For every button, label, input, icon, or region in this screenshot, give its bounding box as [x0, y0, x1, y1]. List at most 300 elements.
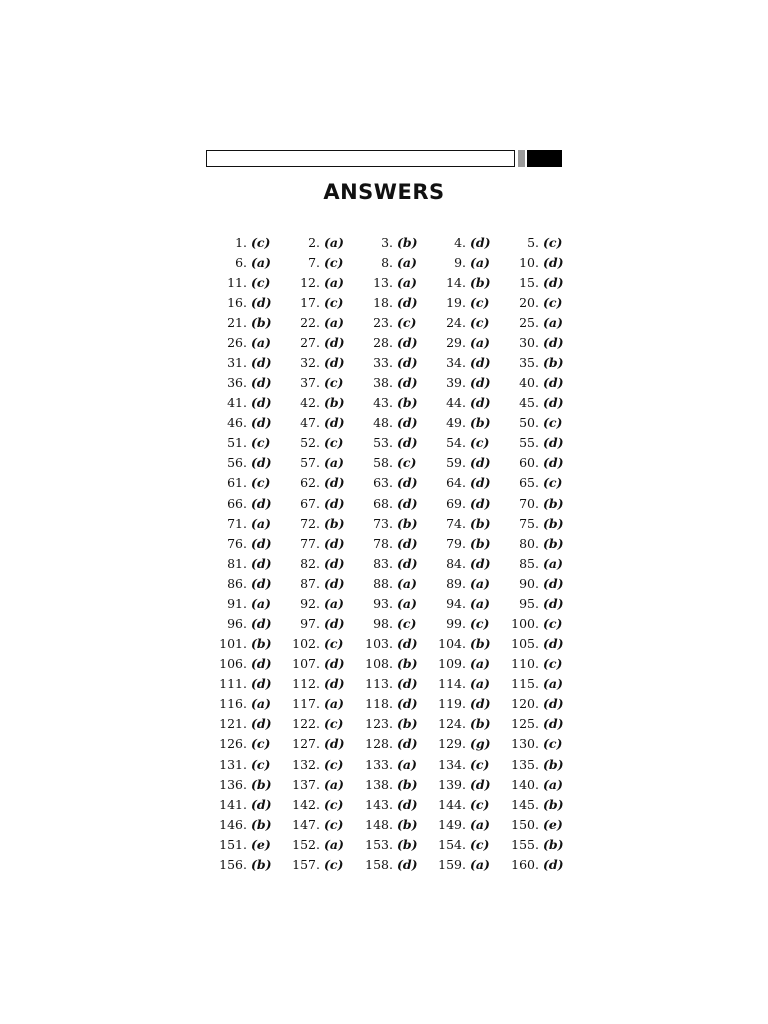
- answer-item: [506, 814, 576, 834]
- answer-number: 135.: [511, 756, 539, 772]
- answer-item: [360, 232, 430, 252]
- answer-choice: (d): [397, 535, 418, 551]
- answer-choice: (b): [397, 395, 418, 411]
- answer-choice: (c): [324, 375, 344, 391]
- answer-number: 20.: [519, 294, 539, 310]
- answer-item: [433, 533, 503, 553]
- header-black-block: [527, 150, 562, 167]
- answer-number: 84.: [446, 555, 466, 571]
- answer-item: [287, 573, 357, 593]
- page-title: ANSWERS: [323, 180, 445, 204]
- answer-choice: (a): [470, 334, 490, 350]
- answer-item: [433, 292, 503, 312]
- answer-number: 29.: [446, 334, 466, 350]
- answer-item: [214, 312, 284, 332]
- answer-number: 10.: [519, 254, 539, 270]
- answer-number: 67.: [300, 495, 320, 511]
- answer-number: 151.: [219, 836, 247, 852]
- answer-item: [287, 533, 357, 553]
- answer-choice: (d): [397, 334, 418, 350]
- answer-number: 85.: [519, 555, 539, 571]
- answer-number: 12.: [300, 274, 320, 290]
- answer-item: [287, 292, 357, 312]
- answer-number: 114.: [438, 676, 466, 692]
- answer-choice: (d): [324, 656, 345, 672]
- answer-number: 69.: [446, 495, 466, 511]
- answer-choice: (a): [397, 575, 417, 591]
- answer-number: 124.: [438, 716, 466, 732]
- answer-choice: (b): [543, 756, 564, 772]
- answer-number: 139.: [438, 776, 466, 792]
- answer-choice: (a): [470, 575, 490, 591]
- answer-choice: (d): [470, 455, 491, 471]
- answer-number: 104.: [438, 636, 466, 652]
- answer-number: 56.: [227, 455, 247, 471]
- answer-item: [214, 774, 284, 794]
- answer-number: 41.: [227, 395, 247, 411]
- answer-number: 129.: [438, 736, 466, 752]
- answer-number: 76.: [227, 535, 247, 551]
- answer-item: [360, 292, 430, 312]
- answer-choice: (a): [251, 254, 271, 270]
- answer-item: [287, 553, 357, 573]
- answer-choice: (d): [397, 736, 418, 752]
- answer-number: 131.: [219, 756, 247, 772]
- answer-number: 35.: [519, 355, 539, 370]
- answer-choice: (a): [470, 656, 490, 672]
- answer-item: [287, 654, 357, 674]
- answer-choice: (c): [324, 636, 344, 652]
- answer-number: 115.: [511, 676, 539, 692]
- answer-item: [506, 232, 576, 252]
- answer-item: [360, 433, 430, 453]
- answer-choice: (e): [251, 836, 271, 852]
- answer-item: [360, 814, 430, 834]
- answer-choice: (c): [543, 736, 563, 752]
- answer-choice: (b): [397, 816, 418, 832]
- answer-number: 42.: [300, 395, 320, 411]
- answer-choice: (c): [543, 475, 563, 491]
- answer-choice: (d): [251, 455, 272, 471]
- answer-item: [214, 533, 284, 553]
- answer-number: 60.: [519, 455, 539, 471]
- answer-item: [214, 734, 284, 754]
- answer-number: 155.: [511, 836, 539, 852]
- answer-choice: (b): [251, 816, 272, 832]
- answer-number: 1.: [235, 234, 247, 250]
- answer-number: 45.: [519, 395, 539, 411]
- answer-number: 156.: [219, 856, 247, 872]
- answer-choice: (c): [543, 656, 563, 672]
- answer-choice: (a): [324, 776, 344, 792]
- answer-item: [360, 774, 430, 794]
- answer-number: 138.: [365, 776, 393, 792]
- answer-number: 108.: [365, 656, 393, 672]
- answer-choice: (a): [470, 595, 490, 611]
- answer-item: [433, 332, 503, 352]
- answer-item: [433, 714, 503, 734]
- answer-item: [360, 734, 430, 754]
- answer-item: [214, 754, 284, 774]
- answer-number: 137.: [292, 776, 320, 792]
- answer-item: [287, 814, 357, 834]
- answer-choice: (a): [324, 314, 344, 330]
- answer-item: [433, 513, 503, 533]
- answer-number: 4.: [454, 234, 466, 250]
- answer-number: 64.: [446, 475, 466, 491]
- answer-choice: (g): [470, 736, 491, 752]
- answer-item: [360, 533, 430, 553]
- answer-item: [214, 714, 284, 734]
- answer-item: [433, 373, 503, 393]
- answer-choice: (a): [324, 696, 344, 712]
- answer-item: [506, 634, 576, 654]
- answer-choice: (d): [543, 455, 564, 471]
- answer-item: [506, 694, 576, 714]
- answer-choice: (b): [470, 716, 491, 732]
- answer-number: 158.: [365, 856, 393, 872]
- answer-item: [287, 252, 357, 272]
- answer-number: 34.: [446, 355, 466, 370]
- answer-choice: (c): [470, 314, 490, 330]
- answer-item: [506, 674, 576, 694]
- answer-choice: (c): [324, 796, 344, 812]
- answer-number: 46.: [227, 415, 247, 431]
- answer-number: 47.: [300, 415, 320, 431]
- answer-item: [433, 854, 503, 874]
- answer-choice: (a): [251, 515, 271, 531]
- answer-number: 120.: [511, 696, 539, 712]
- answer-number: 71.: [227, 515, 247, 531]
- answer-number: 105.: [511, 636, 539, 652]
- answer-item: [214, 292, 284, 312]
- answer-number: 91.: [227, 595, 247, 611]
- answer-choice: (d): [543, 595, 564, 611]
- answer-item: [360, 754, 430, 774]
- answer-item: [360, 352, 430, 372]
- answer-number: 3.: [381, 234, 393, 250]
- answer-number: 112.: [292, 676, 320, 692]
- answer-number: 39.: [446, 375, 466, 391]
- answer-number: 142.: [292, 796, 320, 812]
- answer-item: [360, 393, 430, 413]
- answer-choice: (d): [251, 355, 272, 370]
- answer-number: 54.: [446, 435, 466, 451]
- answer-item: [506, 774, 576, 794]
- answer-item: [506, 453, 576, 473]
- answer-item: [214, 393, 284, 413]
- answer-choice: (a): [397, 595, 417, 611]
- answer-choice: (d): [470, 696, 491, 712]
- answer-choice: (a): [397, 254, 417, 270]
- answer-item: [214, 573, 284, 593]
- answer-item: [287, 493, 357, 513]
- answer-number: 62.: [300, 475, 320, 491]
- answer-number: 52.: [300, 435, 320, 451]
- answer-item: [214, 252, 284, 272]
- answer-number: 78.: [373, 535, 393, 551]
- answer-choice: (d): [324, 555, 345, 571]
- answer-number: 17.: [300, 294, 320, 310]
- answer-item: [433, 754, 503, 774]
- answer-choice: (d): [397, 555, 418, 571]
- answer-number: 19.: [446, 294, 466, 310]
- answer-number: 38.: [373, 375, 393, 391]
- answer-choice: (b): [397, 836, 418, 852]
- answer-choice: (c): [470, 616, 490, 632]
- answer-number: 121.: [219, 716, 247, 732]
- answer-number: 6.: [235, 254, 247, 270]
- answer-item: [433, 252, 503, 272]
- answer-choice: (c): [543, 234, 563, 250]
- answer-number: 109.: [438, 656, 466, 672]
- answer-item: [287, 332, 357, 352]
- answer-choice: (c): [543, 415, 563, 431]
- answer-item: [214, 373, 284, 393]
- answer-item: [214, 634, 284, 654]
- answer-number: 95.: [519, 595, 539, 611]
- answer-choice: (a): [470, 856, 490, 872]
- answer-choice: (c): [470, 836, 490, 852]
- answer-item: [433, 774, 503, 794]
- answer-choice: (d): [324, 575, 345, 591]
- answer-choice: (b): [397, 234, 418, 250]
- answer-choice: (a): [251, 696, 271, 712]
- answer-choice: (b): [324, 515, 345, 531]
- answer-choice: (d): [251, 395, 272, 411]
- answer-number: 87.: [300, 575, 320, 591]
- answer-choice: (d): [251, 656, 272, 672]
- answer-number: 133.: [365, 756, 393, 772]
- answer-item: [214, 332, 284, 352]
- answer-number: 2.: [308, 234, 320, 250]
- answer-choice: (b): [251, 636, 272, 652]
- answer-number: 66.: [227, 495, 247, 511]
- answer-number: 58.: [373, 455, 393, 471]
- answer-item: [506, 593, 576, 613]
- answer-item: [506, 352, 576, 372]
- answer-choice: (c): [251, 435, 271, 451]
- answer-item: [506, 854, 576, 874]
- answer-number: 43.: [373, 395, 393, 411]
- answer-number: 49.: [446, 415, 466, 431]
- answer-item: [506, 272, 576, 292]
- answer-number: 141.: [219, 796, 247, 812]
- answer-choice: (d): [543, 395, 564, 411]
- answer-item: [360, 312, 430, 332]
- answer-number: 148.: [365, 816, 393, 832]
- answer-item: [433, 593, 503, 613]
- answer-item: [360, 593, 430, 613]
- answer-choice: (a): [543, 314, 563, 330]
- header-outline-box: [206, 150, 515, 167]
- answer-number: 59.: [446, 455, 466, 471]
- answer-number: 154.: [438, 836, 466, 852]
- answer-item: [360, 272, 430, 292]
- answer-item: [506, 794, 576, 814]
- answer-choice: (b): [324, 395, 345, 411]
- answer-choice: (d): [251, 676, 272, 692]
- answer-number: 57.: [300, 455, 320, 471]
- answer-number: 9.: [454, 254, 466, 270]
- answer-number: 99.: [446, 616, 466, 632]
- answer-item: [287, 373, 357, 393]
- answer-choice: (a): [470, 816, 490, 832]
- answer-number: 21.: [227, 314, 247, 330]
- answer-number: 14.: [446, 274, 466, 290]
- answer-item: [287, 312, 357, 332]
- answer-number: 92.: [300, 595, 320, 611]
- answer-item: [214, 473, 284, 493]
- answer-choice: (d): [251, 375, 272, 391]
- answer-item: [433, 573, 503, 593]
- answer-item: [214, 593, 284, 613]
- answer-choice: (d): [324, 535, 345, 551]
- answer-choice: (d): [397, 495, 418, 511]
- answer-choice: (a): [324, 274, 344, 290]
- answer-number: 86.: [227, 575, 247, 591]
- answer-choice: (b): [470, 636, 491, 652]
- answer-number: 50.: [519, 415, 539, 431]
- answer-number: 118.: [365, 696, 393, 712]
- answer-number: 149.: [438, 816, 466, 832]
- answer-item: [214, 613, 284, 633]
- answer-number: 65.: [519, 475, 539, 491]
- answer-item: [506, 373, 576, 393]
- answer-item: [433, 453, 503, 473]
- answer-number: 146.: [219, 816, 247, 832]
- answer-item: [506, 533, 576, 553]
- answer-choice: (d): [543, 856, 564, 872]
- answer-number: 103.: [365, 636, 393, 652]
- answer-item: [214, 413, 284, 433]
- answer-item: [214, 232, 284, 252]
- answer-choice: (d): [324, 616, 345, 632]
- answer-item: [214, 553, 284, 573]
- answer-item: [287, 774, 357, 794]
- answer-choice: (c): [397, 455, 417, 471]
- answer-item: [433, 834, 503, 854]
- answer-item: [287, 634, 357, 654]
- answer-item: [360, 453, 430, 473]
- answer-item: [360, 674, 430, 694]
- answer-item: [287, 352, 357, 372]
- answer-item: [506, 553, 576, 573]
- answer-choice: (d): [543, 435, 564, 451]
- answer-choice: (d): [543, 575, 564, 591]
- answer-item: [433, 393, 503, 413]
- answer-number: 119.: [438, 696, 466, 712]
- answer-item: [433, 413, 503, 433]
- answer-number: 89.: [446, 575, 466, 591]
- answer-choice: (e): [543, 816, 563, 832]
- answer-item: [360, 854, 430, 874]
- answer-number: 117.: [292, 696, 320, 712]
- answer-item: [360, 252, 430, 272]
- answer-item: [360, 493, 430, 513]
- answer-item: [506, 714, 576, 734]
- answer-number: 110.: [511, 656, 539, 672]
- answer-choice: (d): [397, 856, 418, 872]
- answer-number: 30.: [519, 334, 539, 350]
- answer-number: 18.: [373, 294, 393, 310]
- answer-item: [433, 734, 503, 754]
- answer-choice: (d): [397, 696, 418, 712]
- answer-item: [433, 613, 503, 633]
- answer-number: 150.: [511, 816, 539, 832]
- answer-item: [433, 232, 503, 252]
- answer-number: 94.: [446, 595, 466, 611]
- answer-item: [360, 694, 430, 714]
- answer-number: 153.: [365, 836, 393, 852]
- answer-choice: (c): [324, 816, 344, 832]
- answer-item: [360, 373, 430, 393]
- answer-number: 5.: [527, 234, 539, 250]
- answer-number: 70.: [519, 495, 539, 511]
- answer-item: [360, 573, 430, 593]
- answer-number: 140.: [511, 776, 539, 792]
- answer-item: [506, 613, 576, 633]
- answer-choice: (d): [251, 555, 272, 571]
- answer-item: [287, 413, 357, 433]
- answer-item: [214, 854, 284, 874]
- answer-number: 81.: [227, 555, 247, 571]
- answer-item: [287, 593, 357, 613]
- answer-item: [506, 754, 576, 774]
- answer-choice: (d): [251, 294, 272, 310]
- answer-item: [360, 794, 430, 814]
- answer-choice: (d): [324, 334, 345, 350]
- answer-item: [287, 513, 357, 533]
- answer-choice: (d): [470, 555, 491, 571]
- answer-item: [214, 694, 284, 714]
- answer-item: [287, 433, 357, 453]
- answer-choice: (c): [397, 314, 417, 330]
- answer-number: 32.: [300, 355, 320, 370]
- answer-choice: (c): [251, 756, 271, 772]
- answer-choice: (b): [397, 716, 418, 732]
- answer-item: [506, 654, 576, 674]
- answer-item: [360, 654, 430, 674]
- answer-item: [360, 634, 430, 654]
- answer-item: [214, 453, 284, 473]
- answer-number: 125.: [511, 716, 539, 732]
- answer-item: [214, 352, 284, 372]
- answer-choice: (d): [543, 636, 564, 652]
- answer-number: 157.: [292, 856, 320, 872]
- answer-choice: (d): [543, 334, 564, 350]
- answer-number: 26.: [227, 334, 247, 350]
- answer-choice: (a): [470, 676, 490, 692]
- answer-choice: (d): [251, 716, 272, 732]
- answer-number: 24.: [446, 314, 466, 330]
- answer-number: 68.: [373, 495, 393, 511]
- answer-choice: (a): [470, 254, 490, 270]
- answer-choice: (b): [470, 515, 491, 531]
- answer-choice: (d): [470, 234, 491, 250]
- answer-number: 136.: [219, 776, 247, 792]
- answer-number: 77.: [300, 535, 320, 551]
- answer-choice: (b): [543, 495, 564, 511]
- answer-choice: (c): [543, 294, 563, 310]
- answer-choice: (d): [251, 495, 272, 511]
- answer-number: 128.: [365, 736, 393, 752]
- answer-choice: (d): [324, 736, 345, 752]
- answer-choice: (b): [397, 776, 418, 792]
- answer-number: 144.: [438, 796, 466, 812]
- answer-choice: (d): [251, 575, 272, 591]
- answer-number: 33.: [373, 355, 393, 370]
